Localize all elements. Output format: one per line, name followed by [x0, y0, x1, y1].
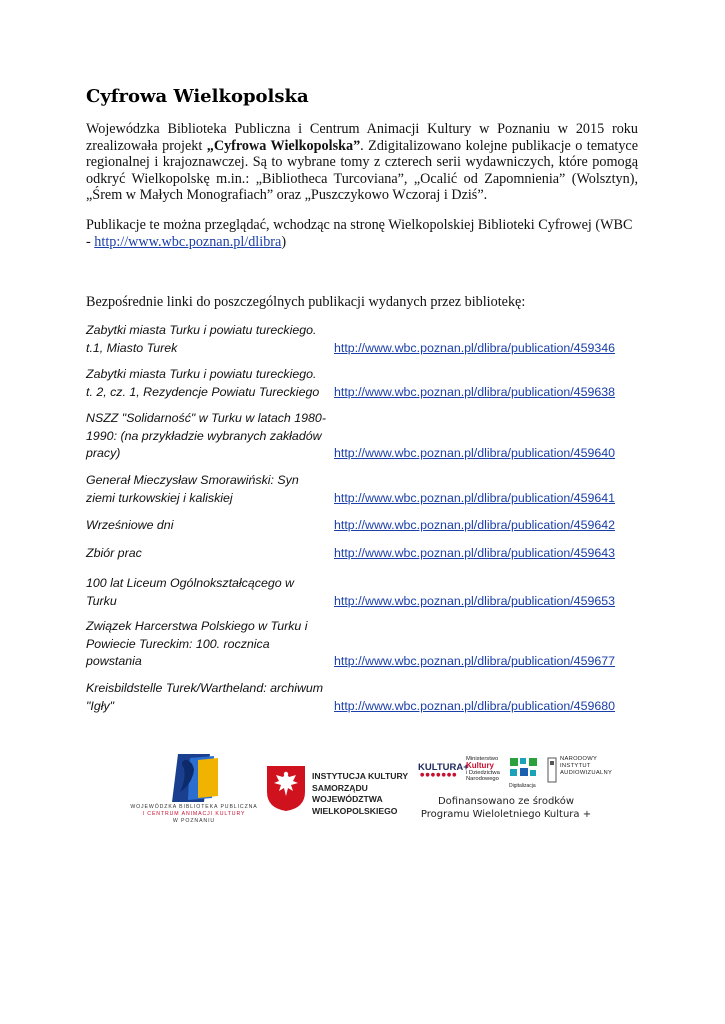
wbc-link[interactable]: http://www.wbc.poznan.pl/dlibra [94, 233, 282, 250]
links-intro: Bezpośrednie linki do poszczególnych publikacji wydanych przez bibliotekę: [86, 294, 526, 310]
publication-title: Zabytki miasta Turku i powiatu tureckiego. t.1, Miasto Turek [86, 323, 317, 355]
publication-link[interactable]: http://www.wbc.poznan.pl/dlibra/publication/459641 [334, 490, 616, 505]
wielkopolska-eagle-shield-icon [265, 764, 307, 812]
publication-link[interactable]: http://www.wbc.poznan.pl/dlibra/publication/459638 [334, 384, 616, 399]
intro-text-1: Wojewódzka Biblioteka Publiczna i Centrum Animacji Kultury w Poznaniu w 2015 roku zrealizowała projekt [86, 121, 638, 154]
intro-paragraph [86, 121, 638, 204]
ministry-line1: Ministerstwo [466, 756, 499, 762]
funding-note [416, 796, 596, 821]
publication-title: Wrześniowe dni [86, 518, 174, 532]
publication-link[interactable]: http://www.wbc.poznan.pl/dlibra/publication/459677 [334, 654, 616, 668]
access-paragraph [86, 217, 638, 250]
wbp-caption-line1: WOJEWÓDZKA BIBLIOTEKA PUBLICZNA [130, 804, 258, 810]
nina-line2: INSTYTUT [560, 763, 591, 770]
digitalizacja-squares-icon [508, 757, 540, 783]
publication-link[interactable]: http://www.wbc.poznan.pl/dlibra/publication/459346 [334, 340, 616, 355]
publication-title: Zbiór prac [86, 546, 142, 560]
nina-line3: AUDIOWIZUALNY [560, 770, 613, 777]
publication-title: Zabytki miasta Turku i powiatu tureckiego. t. 2, cz. 1, Rezydencje Powiatu Tureckiego [86, 367, 320, 399]
samorzad-line3: WIELKOPOLSKIEGO [312, 805, 398, 816]
page-title: Cyfrowa Wielkopolska [86, 86, 309, 107]
nina-line1: NARODOWY [560, 756, 598, 762]
publication-link[interactable]: http://www.wbc.poznan.pl/dlibra/publication/459653 [334, 593, 616, 608]
publication-title: Kreisbildstelle Turek/Wartheland: archiwum "Igły" [86, 681, 324, 713]
ministry-line3: i Dziedzictwa [466, 769, 500, 776]
publication-link[interactable]: http://www.wbc.poznan.pl/dlibra/publication/459640 [334, 446, 616, 460]
wbp-caption-line3: W POZNANIU [172, 818, 216, 824]
funding-line1: Dofinansowano ze środków [437, 796, 575, 807]
samorzad-line2: SAMORZĄDU WOJEWÓDZTWA [312, 782, 383, 804]
publication-link[interactable]: http://www.wbc.poznan.pl/dlibra/publication/459643 [334, 546, 616, 560]
samorzad-label [312, 771, 422, 817]
ministry-line2: Kultury [466, 760, 494, 770]
publication-title: Związek Harcerstwa Polskiego w Turku i Powiecie Tureckim: 100. rocznica powstania [86, 619, 308, 668]
digitalizacja-label: Digitalizacja [509, 783, 536, 789]
ministry-logo [466, 756, 511, 783]
publication-link[interactable]: http://www.wbc.poznan.pl/dlibra/publication/459642 [334, 518, 616, 532]
funding-line2: Programu Wieloletniego Kultura + [420, 808, 592, 820]
ministry-line4: Narodowego [466, 776, 499, 783]
nina-mark-icon [547, 757, 557, 783]
access-text: Publikacje te można przeglądać, wchodząc na stronę Wielkopolskiej Biblioteki Cyfrowej (WBC - [86, 217, 633, 250]
project-name: „Cyfrowa Wielkopolska” [206, 137, 361, 154]
kultura-dots-icon: ●●●●●●● [420, 772, 458, 778]
wbp-caption [124, 804, 264, 825]
publication-link[interactable]: http://www.wbc.poznan.pl/dlibra/publication/459680 [334, 698, 616, 713]
publication-title: NSZZ "Solidarność" w Turku w latach 1980-1990: (na przykładzie wybranych zakładów pracy) [86, 411, 326, 460]
kultura-plus-logo: KULTURA+ [418, 762, 469, 773]
publication-title: 100 lat Liceum Ogólnokształcącego w Turku [86, 576, 295, 608]
nina-logo-text [560, 756, 620, 778]
access-close: ) [281, 233, 287, 250]
samorzad-line1: INSTYTUCJA KULTURY [312, 771, 409, 781]
intro-text-2: . Zdigitalizowano kolejne publikacje o tematyce regionalnej i krajoznawczej. Są to wybrane tomy z czterech serii wydawniczych, które pomogą odkryć Wielkopolskę m.in.: „Bibliotheca Turcoviana”, „Ocalić od Zapomnienia” (Wolsztyn), „Śrem w Małych Monografiach” oraz „Puszczykowo Wczoraj i Dziś”. [86, 137, 639, 204]
publication-title: Generał Mieczysław Smorawiński: Syn ziemi turkowskiej i kaliskiej [86, 473, 299, 505]
wbp-caption-line2: I CENTRUM ANIMACJI KULTURY [142, 811, 246, 817]
